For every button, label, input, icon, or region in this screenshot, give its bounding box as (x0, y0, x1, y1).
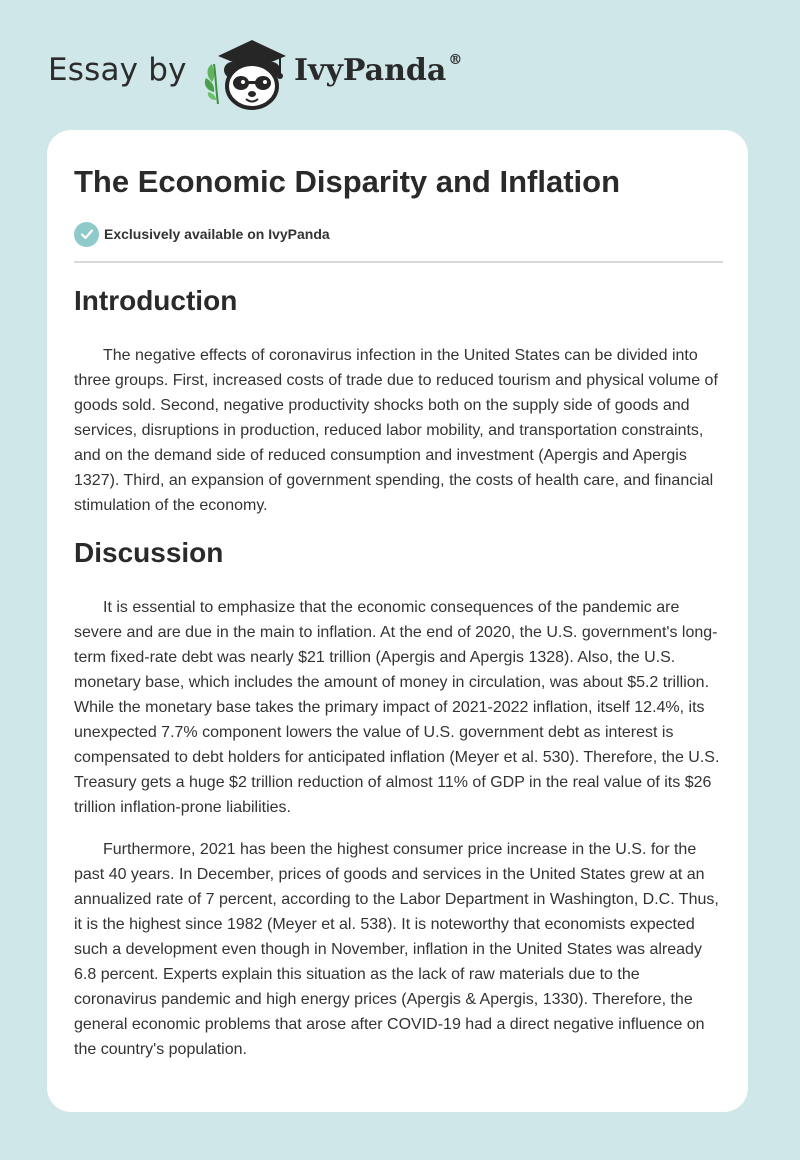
paragraph: It is essential to emphasize that the economic consequences of the pandemic are severe and are due in the main to inflation. At the end of 2020, the U.S. government's long-term fixed-rate debt was nearly $21 trillion (Apergis and Apergis 1328). Also, the U.S. monetary base, which includes the amount of money in circulation, was about $5.2 trillion. While the monetary base takes the primary impact of 2021-2022 inflation, itself 12.4%, its unexpected 7.7% component lowers the value of U.S. government debt as interest is compensated to debt holders for anticipated inflation (Meyer et al. 530). Therefore, the U.S. Treasury gets a huge $2 trillion reduction of almost 11% of GDP in the real value of its $26 trillion inflation-prone liabilities. (74, 599, 720, 816)
exclusive-badge-label: Exclusively available on IvyPanda (104, 226, 330, 242)
paragraph: Furthermore, 2021 has been the highest consumer price increase in the U.S. for the past 40 years. In December, prices of goods and services in the United States grew at an annualized rate of 7 percent, according to the Labor Department in Washington, D.C. Thus, it is the highest since 1982 (Meyer et al. 538). It is noteworthy that economists expected such a development even though in November, inflation in the United States was already 6.8 percent. Experts explain this situation as the lack of raw materials due to the coronavirus pandemic and high energy prices (Apergis & Apergis, 1330). Therefore, the general economic problems that arose after COVID-19 had a direct negative influence on the country's population. (74, 841, 719, 1058)
trademark-symbol: ® (448, 52, 463, 68)
page-title: The Economic Disparity and Inflation (74, 164, 621, 199)
article-card (47, 130, 748, 1112)
brand-name[interactable]: IvyPanda ® (294, 52, 463, 88)
paragraph: The negative effects of coronavirus infection in the United States can be divided into three groups. First, increased costs of trade due to reduced tourism and physical volume of goods sold. Second, negative productivity shocks both on the supply side of goods and services, disruptions in production, reduced labor mobility, and transportation constraints, and on the demand side of reduced consumption and investment (Apergis and Apergis 1327). Third, an expansion of government spending, the costs of health care, and financial stimulation of the economy. (74, 347, 718, 514)
article-body (74, 280, 726, 1079)
check-circle-icon (74, 222, 99, 247)
brand-prefix: Essay by (48, 52, 187, 88)
site-header (48, 30, 548, 114)
section-heading-discussion: Discussion (74, 537, 224, 568)
divider (74, 261, 723, 263)
panda-graduate-logo-icon[interactable] (200, 30, 292, 114)
section-heading-introduction: Introduction (74, 285, 238, 316)
exclusive-badge (74, 221, 330, 247)
